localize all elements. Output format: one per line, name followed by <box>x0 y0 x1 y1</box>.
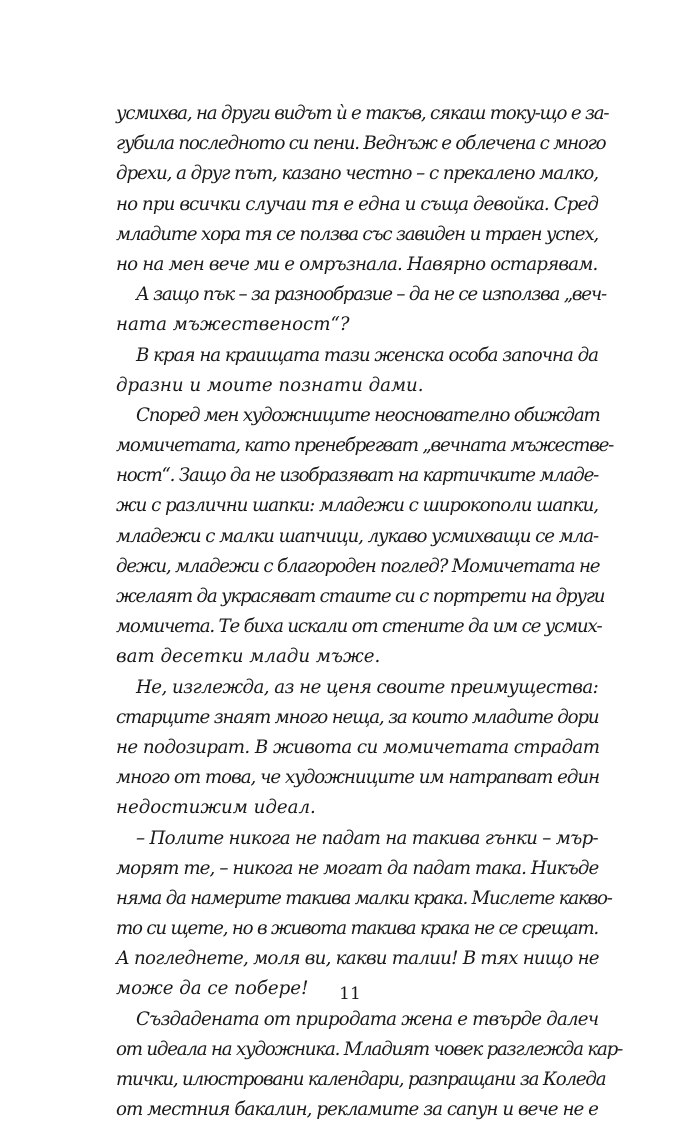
page-number: 11 <box>339 984 361 1004</box>
text-line: но при всички случаи тя е една и съща девойка. Сред <box>116 193 598 215</box>
text-line: дрехи, а друг път, казано честно – с прекалено малко, <box>116 163 598 185</box>
text-line: не подозират. В живота си момичетата страдат <box>116 736 600 758</box>
text-line: А погледнете, моля ви, какви талии! В тях нищо не <box>116 948 599 970</box>
text-line: младите хора тя се ползва със завиден и траен успех, <box>116 223 598 245</box>
body-text <box>116 99 623 1125</box>
text-line: момичета. Те биха искали от стените да им се усмих- <box>116 616 602 638</box>
text-line: Не, изглежда, аз не ценя своите преимущества: <box>136 676 599 698</box>
text-line: много от това, че художниците им натрапват един <box>116 767 600 789</box>
text-line: губила последното си пени. Веднъж е облечена с много <box>116 133 606 155</box>
text-line: ната мъжественост“? <box>116 314 350 336</box>
text-line: може да се побере! <box>116 978 309 1000</box>
text-line: Според мен художниците неоснователно обиждат <box>136 404 600 426</box>
text-line: дразни и моите познати дами. <box>116 374 424 396</box>
text-line: А защо пък – за разнообразие – да не се използва „веч- <box>136 284 606 306</box>
text-line: В края на краищата тази женска особа започна да <box>136 344 599 366</box>
text-line: желаят да украсяват стаите си с портрети на други <box>116 586 605 607</box>
text-line: тички, илюстровани календари, разпращани за Коледа <box>116 1069 606 1090</box>
text-line: младежи с малки шапчици, лукаво усмихващи се мла- <box>116 525 598 547</box>
text-line: ност“. Защо да не изобразяват на картичките младе- <box>116 465 599 487</box>
text-line: старците знаят много неща, за които младите дори <box>116 706 599 728</box>
text-line: – Полите никога не падат на такива гънки – мър- <box>136 827 598 849</box>
text-line: недостижим идеал. <box>116 797 316 819</box>
text-line: ват десетки млади мъже. <box>116 646 381 668</box>
text-line: момичетата, като пренебрегват „вечната мъжестве- <box>116 435 614 457</box>
text-line: Създадената от природата жена е твърде далеч <box>136 1008 599 1030</box>
text-line: няма да намерите такива малки крака. Мислете какво- <box>116 887 612 909</box>
text-line: усмихва, на други видът ѝ е такъв, сякаш току-що е за- <box>116 103 609 124</box>
text-line: морят те, – никога не могат да падат така. Никъде <box>116 857 599 879</box>
text-line: дежи, младежи с благороден поглед? Момичетата не <box>116 555 600 577</box>
text-line: от местния бакалин, рекламите за сапун и вече не е <box>116 1099 598 1121</box>
text-line: то си щете, но в живота такива крака не се срещат. <box>116 918 598 940</box>
text-line: от идеала на художника. Младият човек разглежда кар- <box>116 1038 623 1060</box>
text-line: но на мен вече ми е омръзнала. Навярно остарявам. <box>116 253 598 275</box>
text-line: жи с различни шапки: младежи с широкополи шапки, <box>116 495 598 517</box>
